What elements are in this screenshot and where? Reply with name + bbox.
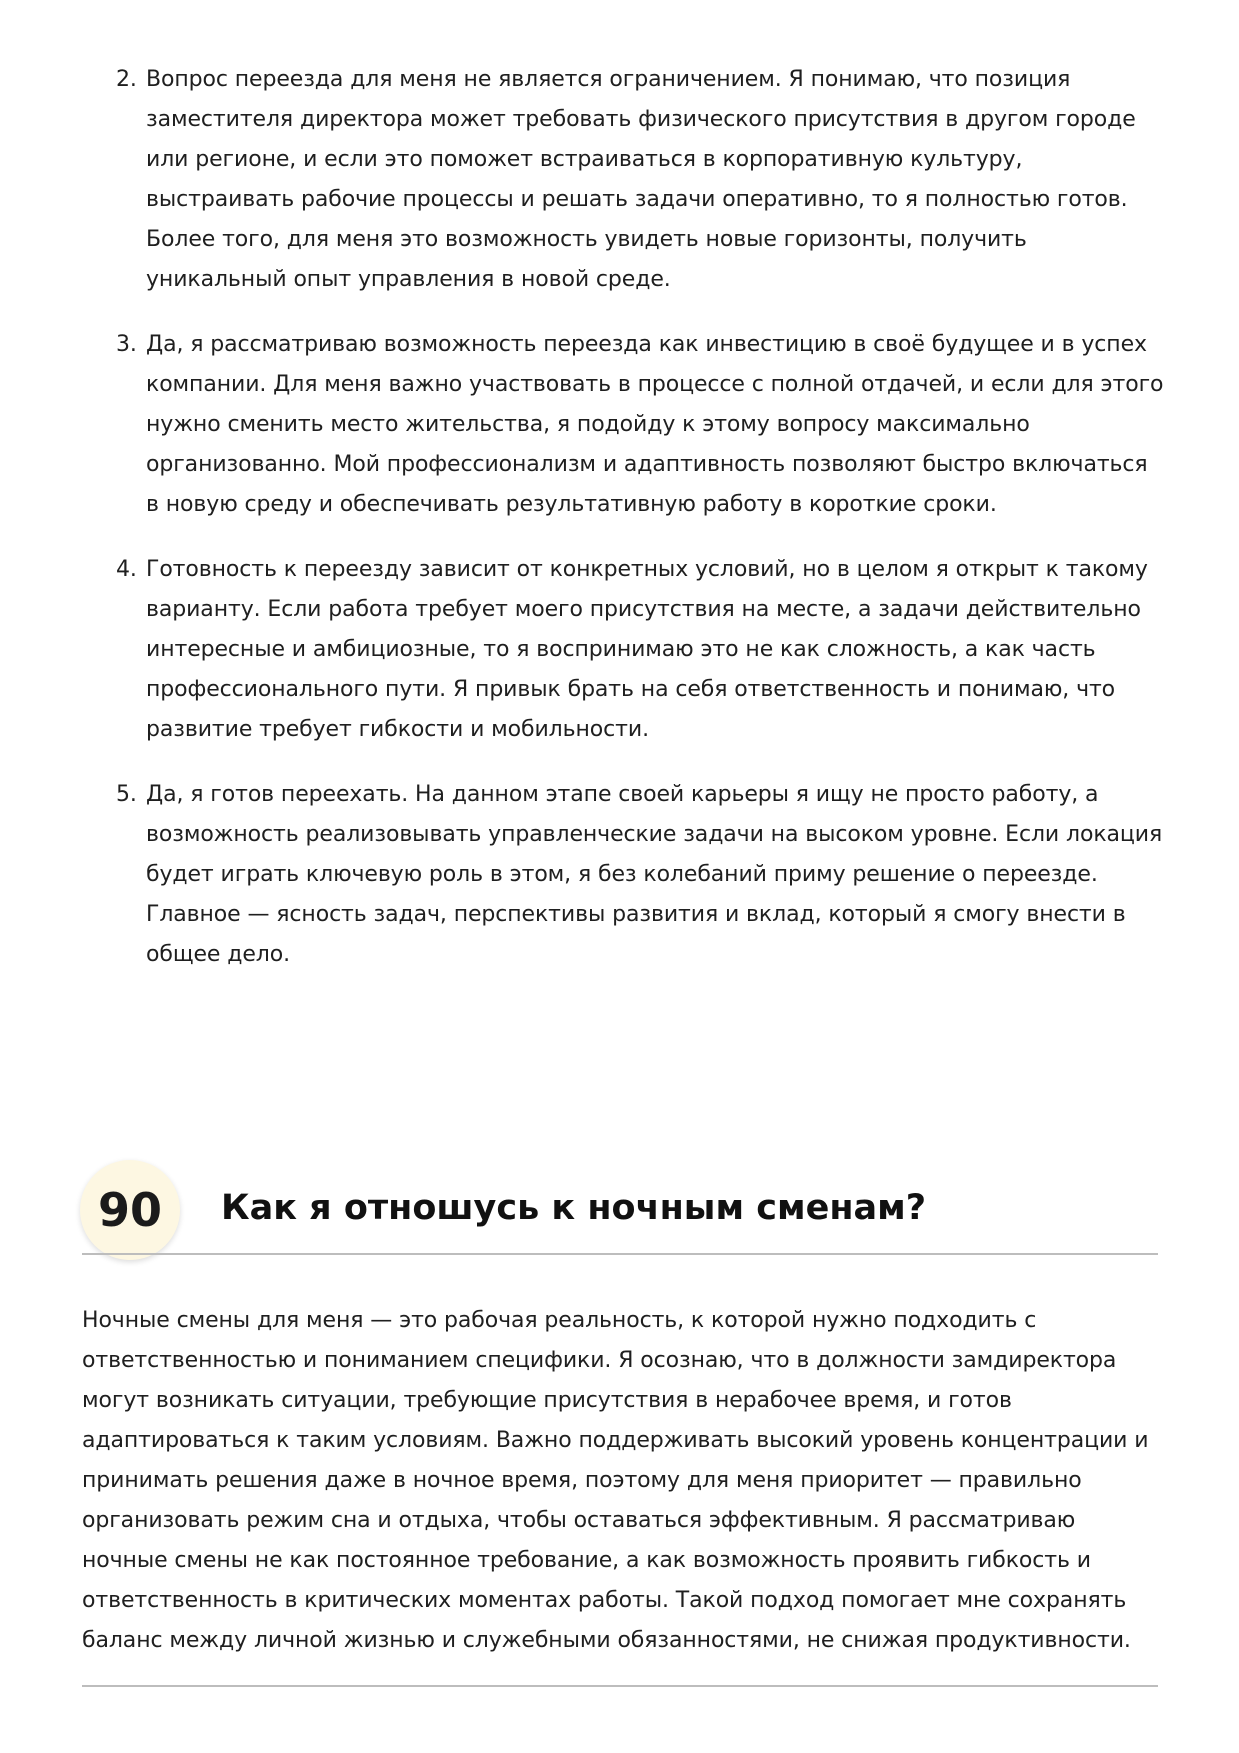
list-item-number: 4 . [116,550,137,590]
list-item-text: Готовность к переезду зависит от конкретных условий, но в целом я открыт к такому варианту. Если работа требует моего присутствия на месте, а задачи действительно интересные и амбициозные, то я воспринимаю это не как сложность, а как часть профессионального пути. Я привык брать на себя ответственность и понимаю, что развитие требует гибкости и мобильности. [146,557,1148,742]
list-item [116,325,1166,525]
divider [82,1685,1158,1687]
list-item-number: 3 . [116,325,137,365]
list-item [116,550,1166,750]
answer-paragraph: Ночные смены для меня — это рабочая реальность, к которой нужно подходить с ответственностью и пониманием специфики. Я осознаю, что в должности замдиректора могут возникать ситуации, требующие присутствия в нерабочее время, и готов адаптироваться к таким условиям. Важно поддерживать высокий уровень концентрации и принимать решения даже в ночное время, поэтому для меня приоритет — правильно организовать режим сна и отдыха, чтобы оставаться эффективным. Я рассматриваю ночные смены не как постоянное требование, а как возможность проявить гибкость и ответственность в критических моментах работы. Такой подход помогает мне сохранять баланс между личной жизнью и служебными обязанностями, не снижая продуктивности. [82,1308,1149,1653]
question-header [80,1160,1160,1260]
list-item [116,775,1166,975]
list-item-number: 5 . [116,775,137,815]
list-item-text: Вопрос переезда для меня не является ограничением. Я понимаю, что позиция заместителя директора может требовать физического присутствия в другом городе или регионе, и если это поможет встраиваться в корпоративную культуру, выстраивать рабочие процессы и решать задачи оперативно, то я полностью готов. Более того, для меня это возможность увидеть новые горизонты, получить уникальный опыт управления в новой среде. [146,67,1136,292]
question-number-badge: 90 [80,1160,180,1260]
list-item [116,60,1166,300]
list-item-text: Да, я рассматриваю возможность переезда как инвестицию в своё будущее и в успех компании. Для меня важно участвовать в процессе с полной отдачей, и если для этого нужно сменить место жительства, я подойду к этому вопросу максимально организованно. Мой профессионализм и адаптивность позволяют быстро включаться в новую среду и обеспечивать результативную работу в короткие сроки. [146,332,1164,517]
question-title: Как я отношусь к ночным сменам? [221,1188,927,1228]
divider [82,1253,1158,1255]
answer-list [116,60,1166,1000]
list-item-text: Да, я готов переехать. На данном этапе своей карьеры я ищу не просто работу, а возможность реализовывать управленческие задачи на высоком уровне. Если локация будет играть ключевую роль в этом, я без колебаний приму решение о переезде. Главное — ясность задач, перспективы развития и вклад, который я смогу внести в общее дело. [146,782,1163,967]
list-item-number: 2 . [116,60,137,100]
